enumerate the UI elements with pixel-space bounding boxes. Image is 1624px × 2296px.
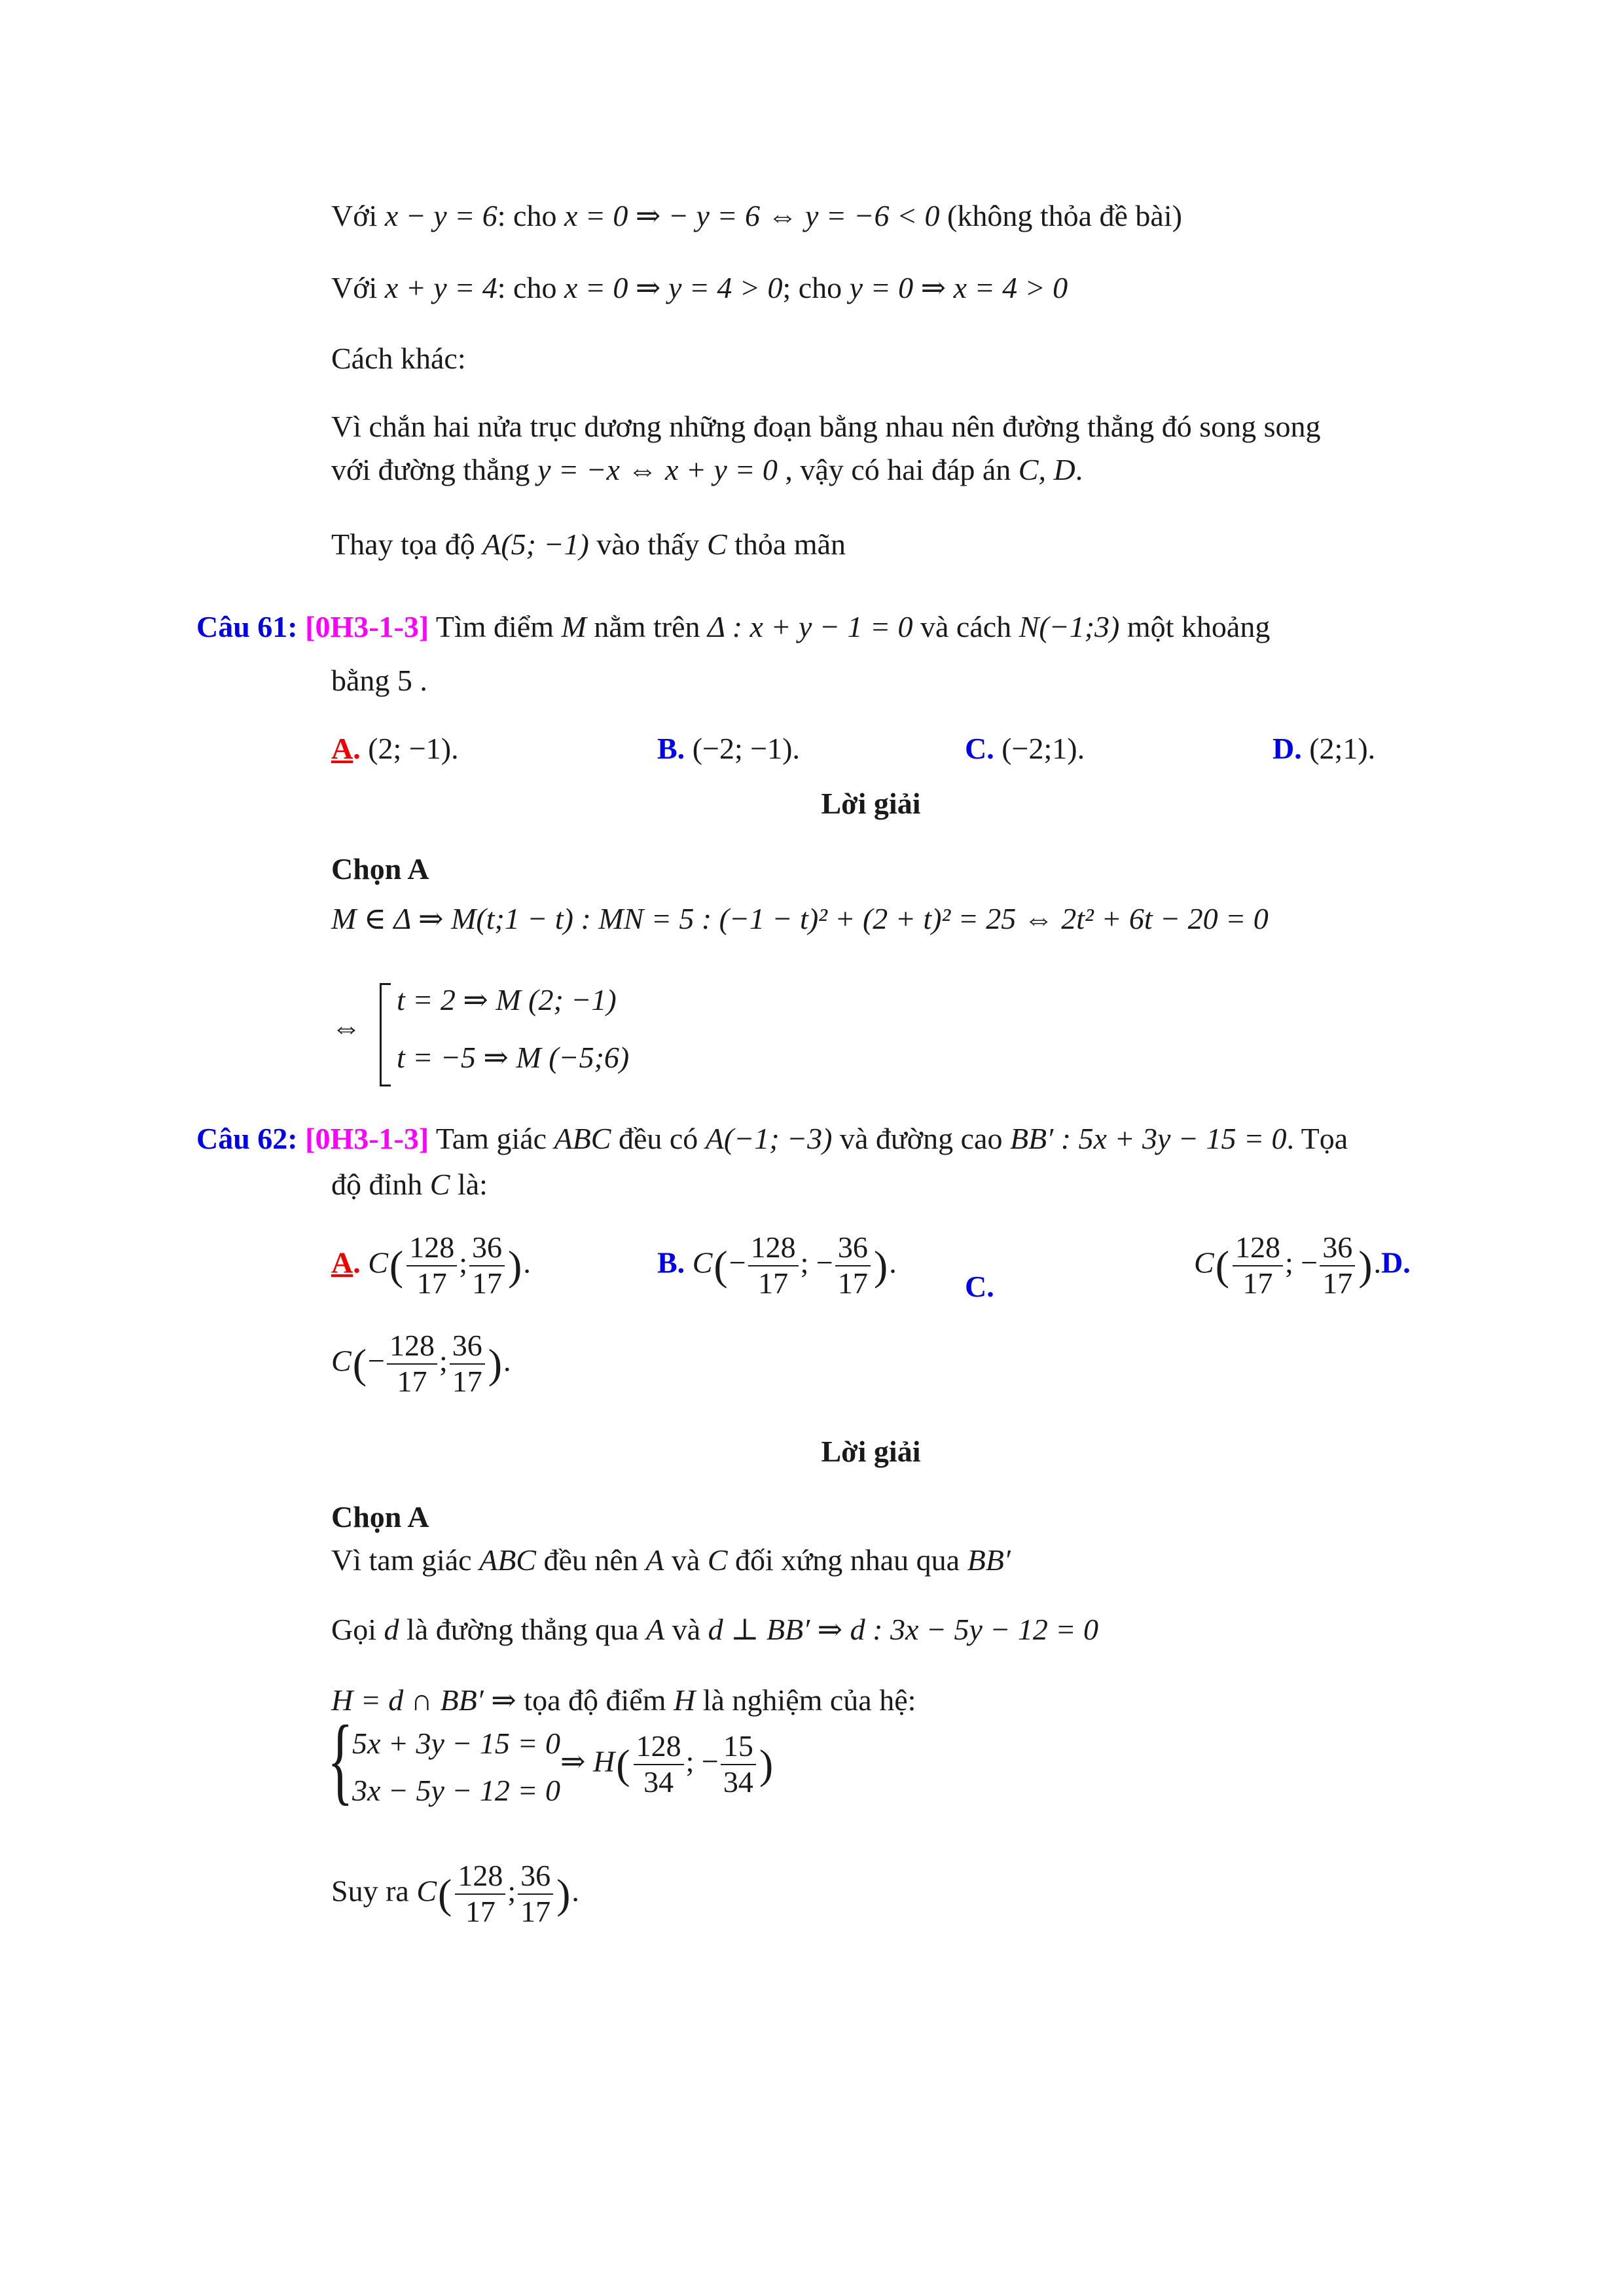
q62-step-2: Gọi d là đường thẳng qua A và d ⊥ BB′ ⇒ d : 3x − 5y − 12 = 0 [331, 1613, 1098, 1646]
cond-line-2: Với x + y = 4: cho x = 0 ⇒ y = 4 > 0; cho y = 0 ⇒ x = 4 > 0 [331, 271, 1068, 304]
q62-option-d-label[interactable]: D. [1381, 1246, 1411, 1280]
q62-option-c-label[interactable]: C. [965, 1270, 994, 1303]
q62-final: Suy ra C( $\frac{128}{17}$ ; $\frac{36}{17}$ ). [331, 1859, 579, 1928]
q62-option-b[interactable]: B. C(− $\frac{128}{17}$ ; − $\frac{36}{17}$ ). [657, 1230, 897, 1300]
q61-option-c[interactable]: C. (−2;1). [965, 732, 1085, 765]
q62-system-brace: { [327, 1706, 353, 1814]
cond-line-1: Với x − y = 6: cho x = 0 ⇒ − y = 6 ⇔ y = −6 < 0 (không thỏa đề bài) [331, 199, 1182, 232]
q61-case-2: t = −5 ⇒ M (−5;6) [397, 1041, 630, 1074]
q61-solution-title: Lời giải [821, 787, 921, 820]
q62-text-line2: độ đỉnh C là: [331, 1168, 488, 1201]
q61-work-line: M ∈ Δ ⇒ M(t;1 − t) : MN = 5 : (−1 − t)² + (2 + t)² = 25 ⇔ 2t² + 6t − 20 = 0 [331, 902, 1269, 935]
q62-code: [0H3-1-3] [305, 1122, 429, 1155]
q61-label: Câu 61: [196, 610, 298, 643]
q61-option-b[interactable]: B. (−2; −1). [657, 732, 800, 765]
q62-system-result: ⇒ H( $\frac{128}{34}$ ; − $\frac{15}{34}$ ) [560, 1729, 774, 1799]
q61-choice: Chọn A [331, 852, 429, 886]
q61-text-line2: bằng 5 . [331, 664, 427, 697]
q61-option-a[interactable]: A. (2; −1). [331, 732, 459, 765]
q62-step-3: H = d ∩ BB′ ⇒ tọa độ điểm H là nghiệm của hệ: [331, 1683, 916, 1717]
substitute-line: Thay tọa độ A(5; −1) vào thấy C thỏa mãn [331, 528, 846, 561]
q62-step-1: Vì tam giác ABC đều nên A và C đối xứng nhau qua BB′ [331, 1543, 1011, 1577]
q61-case-bracket [380, 983, 391, 1086]
alt-heading: Cách khác: [331, 342, 466, 375]
q62-choice: Chọn A [331, 1500, 429, 1534]
q62-option-c[interactable]: C( $\frac{128}{17}$ ; − $\frac{36}{17}$ ).D. [1194, 1230, 1411, 1300]
q61-case-1: t = 2 ⇒ M (2; −1) [397, 983, 617, 1016]
q62-solution-title: Lời giải [821, 1435, 921, 1468]
q61-option-d[interactable]: D. (2;1). [1272, 732, 1376, 765]
q61-equiv: ⇔ [331, 1011, 361, 1044]
q62-system-eq-1: 5x + 3y − 15 = 0 [352, 1727, 560, 1760]
q62-header: Câu 62: [0H3-1-3] Tam giác ABC đều có A(−1; −3) và đường cao BB′ : 5x + 3y − 15 = 0. Tọa [196, 1122, 1348, 1155]
q62-option-d[interactable]: C(− $\frac{128}{17}$ ; $\frac{36}{17}$ ). [331, 1329, 511, 1398]
alt-line-1: Vì chắn hai nửa trục dương những đoạn bằng nhau nên đường thẳng đó song song [331, 410, 1321, 443]
q62-option-a[interactable]: A. C( $\frac{128}{17}$ ; $\frac{36}{17}$ ). [331, 1230, 531, 1300]
q61-header: Câu 61: [0H3-1-3] Tìm điểm M nằm trên Δ : x + y − 1 = 0 và cách N(−1;3) một khoảng [196, 610, 1271, 643]
alt-line-2: với đường thẳng y = −x ⇔ x + y = 0 , vậy có hai đáp án C, D. [331, 453, 1083, 486]
q61-code: [0H3-1-3] [305, 610, 429, 643]
q62-system-eq-2: 3x − 5y − 12 = 0 [352, 1774, 560, 1807]
q62-label: Câu 62: [196, 1122, 298, 1155]
